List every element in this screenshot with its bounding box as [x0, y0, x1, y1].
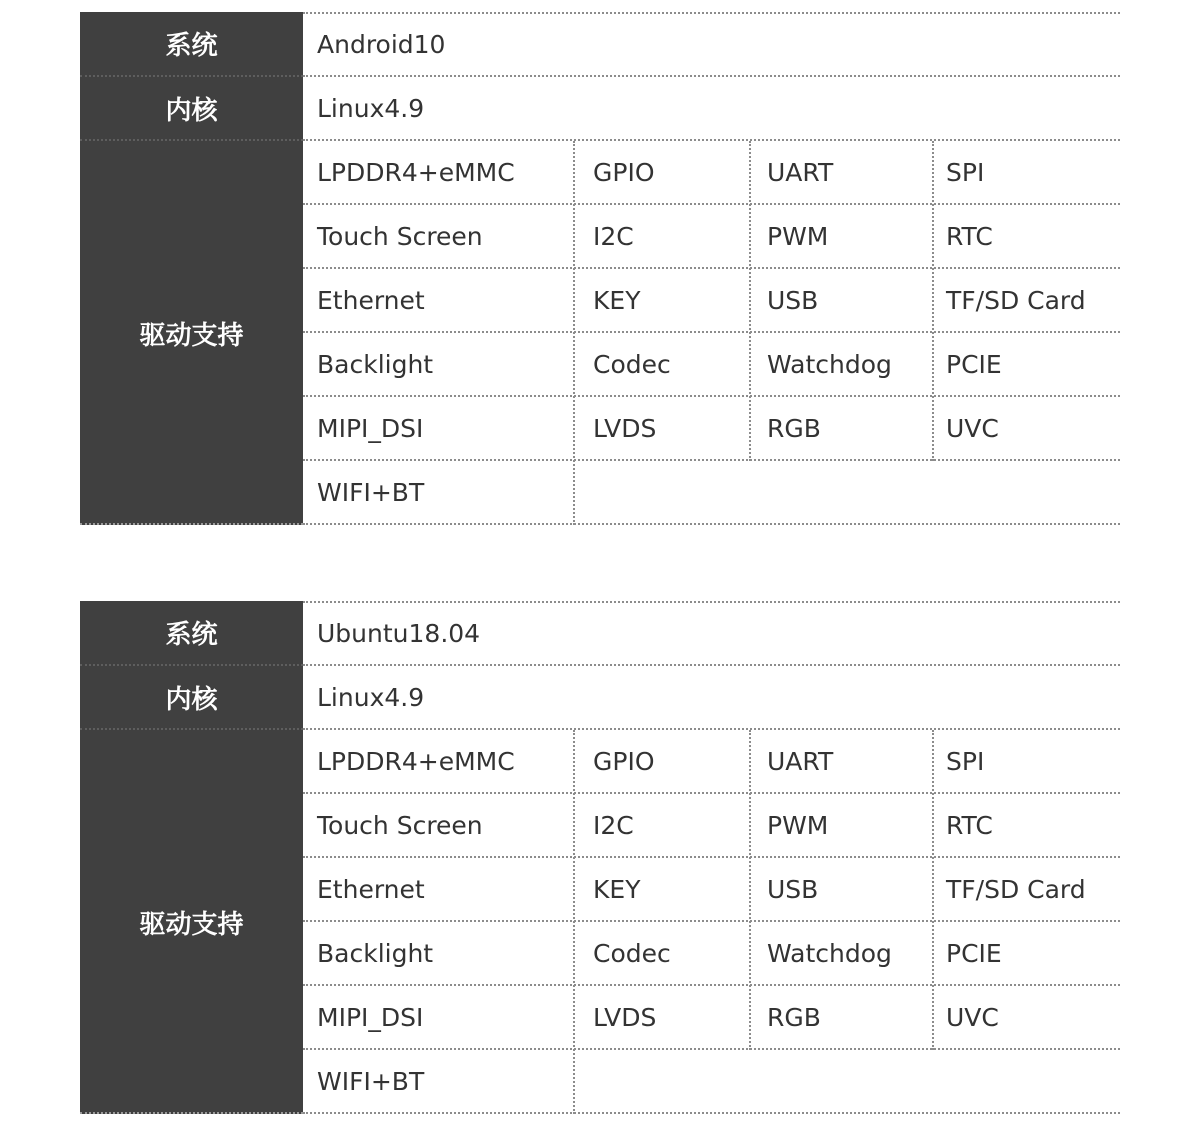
driver-cell: Ethernet: [317, 874, 425, 904]
label-column: [80, 601, 303, 1114]
driver-cell: USB: [767, 874, 819, 904]
column-divider: [573, 730, 575, 1114]
system-label: 系统: [80, 12, 303, 77]
driver-cell: UVC: [946, 413, 999, 443]
driver-cell: Codec: [593, 349, 671, 379]
driver-cell: WIFI+BT: [317, 477, 425, 507]
driver-cell: Backlight: [317, 349, 434, 379]
driver-cell: PCIE: [946, 349, 1002, 379]
spec-table: [80, 12, 1120, 525]
driver-cell: Touch Screen: [317, 221, 483, 251]
driver-cell: PCIE: [946, 938, 1002, 968]
driver-row: [303, 922, 1120, 986]
driver-cell: TF/SD Card: [946, 874, 1086, 904]
driver-cell: SPI: [946, 157, 985, 187]
driver-row: [303, 397, 1120, 461]
driver-cell: RTC: [946, 810, 993, 840]
driver-cell: KEY: [593, 874, 641, 904]
driver-cell: RGB: [767, 1002, 821, 1032]
driver-cell: UART: [767, 157, 834, 187]
system-label: 系统: [80, 601, 303, 666]
driver-row: [303, 794, 1120, 858]
value-column: [303, 601, 1120, 1114]
kernel-label: 内核: [80, 666, 303, 730]
driver-cell: UART: [767, 746, 834, 776]
drivers-label: 驱动支持: [139, 909, 244, 940]
driver-cell: Touch Screen: [317, 810, 483, 840]
drivers-label: 驱动支持: [139, 320, 244, 351]
driver-cell: WIFI+BT: [317, 1066, 425, 1096]
driver-cell: USB: [767, 285, 819, 315]
kernel-label: 内核: [80, 77, 303, 141]
system-row: [303, 12, 1120, 77]
driver-cell: MIPI_DSI: [317, 413, 424, 443]
driver-cell: Backlight: [317, 938, 434, 968]
driver-cell: Ethernet: [317, 285, 425, 315]
driver-row: [303, 333, 1120, 397]
column-divider: [749, 141, 751, 461]
driver-cell: KEY: [593, 285, 641, 315]
driver-cell: TF/SD Card: [946, 285, 1086, 315]
label-column: [80, 12, 303, 525]
driver-cell: UVC: [946, 1002, 999, 1032]
driver-cell: Watchdog: [767, 938, 892, 968]
column-divider: [932, 730, 934, 1050]
driver-cell: GPIO: [593, 746, 655, 776]
driver-cell: LPDDR4+eMMC: [317, 746, 515, 776]
driver-cell: Watchdog: [767, 349, 892, 379]
spec-table: [80, 601, 1120, 1114]
driver-cell: SPI: [946, 746, 985, 776]
driver-cell: PWM: [767, 221, 829, 251]
driver-cell: Codec: [593, 938, 671, 968]
driver-row: [303, 1050, 1120, 1114]
driver-cell: RTC: [946, 221, 993, 251]
system-value: Android10: [317, 30, 446, 59]
driver-row: [303, 858, 1120, 922]
column-divider: [573, 141, 575, 525]
driver-cell: I2C: [593, 221, 634, 251]
column-divider: [749, 730, 751, 1050]
kernel-row: [303, 666, 1120, 730]
kernel-value: Linux4.9: [317, 682, 425, 712]
driver-cell: RGB: [767, 413, 821, 443]
column-divider: [932, 141, 934, 461]
driver-cell: MIPI_DSI: [317, 1002, 424, 1032]
driver-row: [303, 205, 1120, 269]
driver-row: [303, 730, 1120, 794]
kernel-value: Linux4.9: [317, 93, 425, 123]
system-value: Ubuntu18.04: [317, 619, 481, 648]
system-row: [303, 601, 1120, 666]
driver-row: [303, 269, 1120, 333]
driver-cell: PWM: [767, 810, 829, 840]
driver-cell: I2C: [593, 810, 634, 840]
driver-row: [303, 461, 1120, 525]
driver-row: [303, 141, 1120, 205]
driver-cell: GPIO: [593, 157, 655, 187]
kernel-row: [303, 77, 1120, 141]
driver-row: [303, 986, 1120, 1050]
driver-cell: LPDDR4+eMMC: [317, 157, 515, 187]
driver-cell: LVDS: [593, 413, 657, 443]
driver-cell: LVDS: [593, 1002, 657, 1032]
value-column: [303, 12, 1120, 525]
